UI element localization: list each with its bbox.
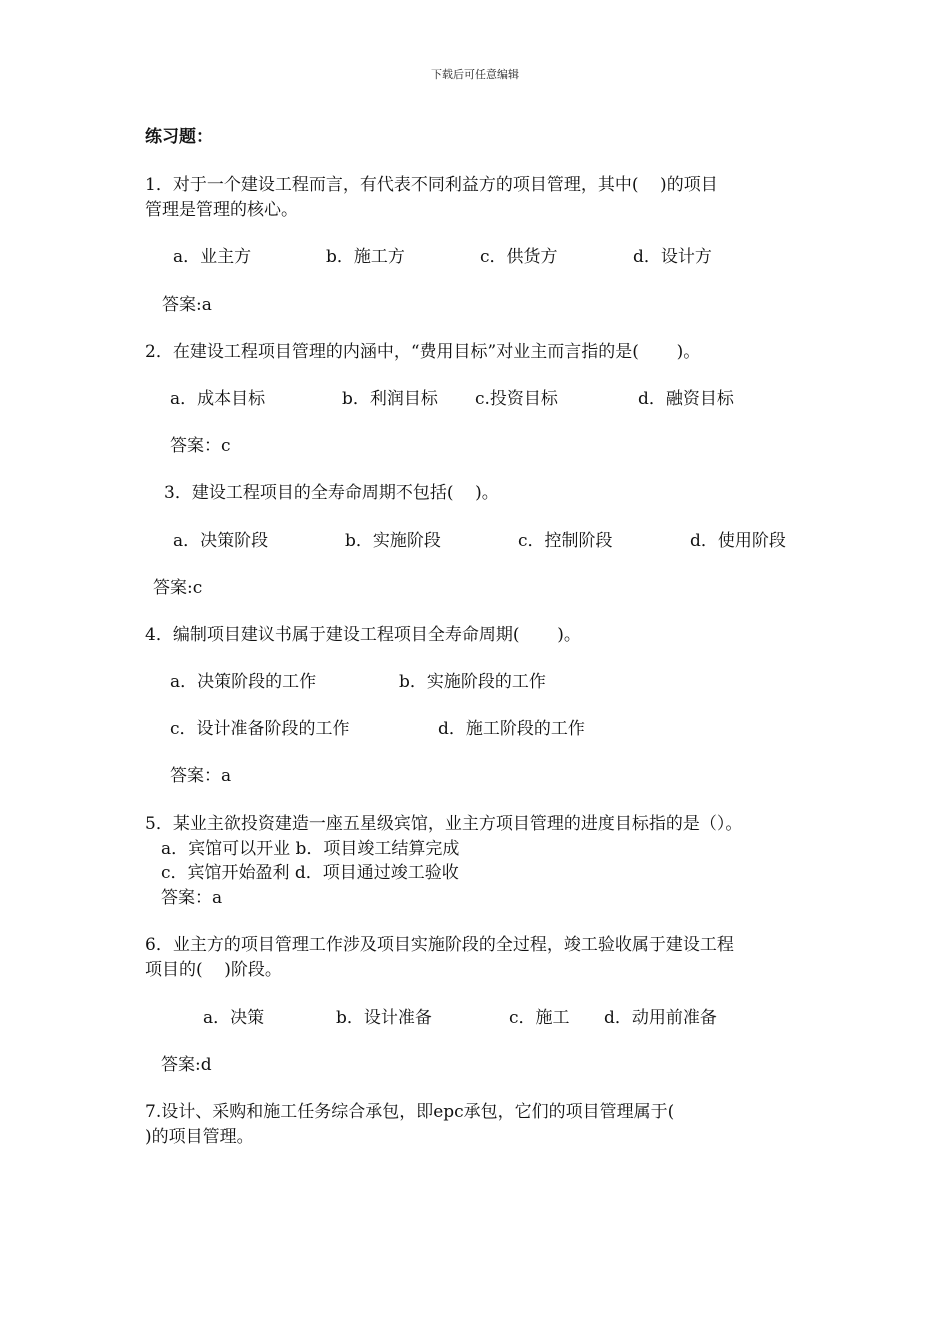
question-6-option-a: a．决策 [203,1008,265,1028]
question-1-answer: 答案:a [162,295,212,315]
question-4-answer: 答案：a [170,766,232,786]
question-5-options-row-1: a．宾馆可以开业 b．项目竣工结算完成 [161,839,460,859]
question-5-text: 5．某业主欲投资建造一座五星级宾馆，业主方项目管理的进度目标指的是（）。 [145,814,743,834]
question-5-answer: 答案：a [161,888,223,908]
question-1-text-cont: 管理是管理的核心。 [145,200,298,220]
question-3-option-c: c．控制阶段 [518,531,613,551]
question-3-option-a: a．决策阶段 [173,531,269,551]
question-6-option-c: c．施工 [509,1008,570,1028]
question-3-option-d: d．使用阶段 [690,531,786,551]
question-4-option-d: d．施工阶段的工作 [438,719,585,739]
question-2-option-c: c.投资目标 [475,389,558,409]
question-2-answer: 答案：c [170,436,231,456]
question-6-option-b: b．设计准备 [336,1008,432,1028]
question-3-text: 3．建设工程项目的全寿命周期不包括( )。 [164,483,499,503]
question-3-answer: 答案:c [153,578,203,598]
question-6-answer: 答案:d [161,1055,212,1075]
question-1-option-d: d．设计方 [633,247,712,267]
question-4-option-c: c．设计准备阶段的工作 [170,719,350,739]
question-4-option-a: a．决策阶段的工作 [170,672,317,692]
question-1-option-c: c．供货方 [480,247,558,267]
section-title: 练习题： [145,127,213,147]
question-2-text: 2．在建设工程项目管理的内涵中，“费用目标”对业主而言指的是( )。 [145,342,701,362]
question-2-option-b: b．利润目标 [342,389,438,409]
question-1-option-a: a．业主方 [173,247,252,267]
page-header: 下载后可任意编辑 [431,68,519,81]
question-4-text: 4．编制项目建议书属于建设工程项目全寿命周期( )。 [145,625,581,645]
question-2-option-d: d．融资目标 [638,389,734,409]
question-6-option-d: d．动用前准备 [604,1008,717,1028]
question-1-text: 1．对于一个建设工程而言，有代表不同利益方的项目管理，其中( )的项目 [145,175,718,195]
question-6-text-cont: 项目的( )阶段。 [145,960,282,980]
question-1-option-b: b．施工方 [326,247,405,267]
question-7-text-cont: )的项目管理。 [145,1127,254,1147]
question-6-text: 6．业主方的项目管理工作涉及项目实施阶段的全过程，竣工验收属于建设工程 [145,935,734,955]
question-7-text: 7.设计、采购和施工任务综合承包，即epc承包，它们的项目管理属于( [145,1102,675,1122]
question-4-option-b: b．实施阶段的工作 [399,672,546,692]
question-5-options-row-2: c．宾馆开始盈利 d．项目通过竣工验收 [161,863,459,883]
question-2-option-a: a．成本目标 [170,389,266,409]
question-3-option-b: b．实施阶段 [345,531,441,551]
